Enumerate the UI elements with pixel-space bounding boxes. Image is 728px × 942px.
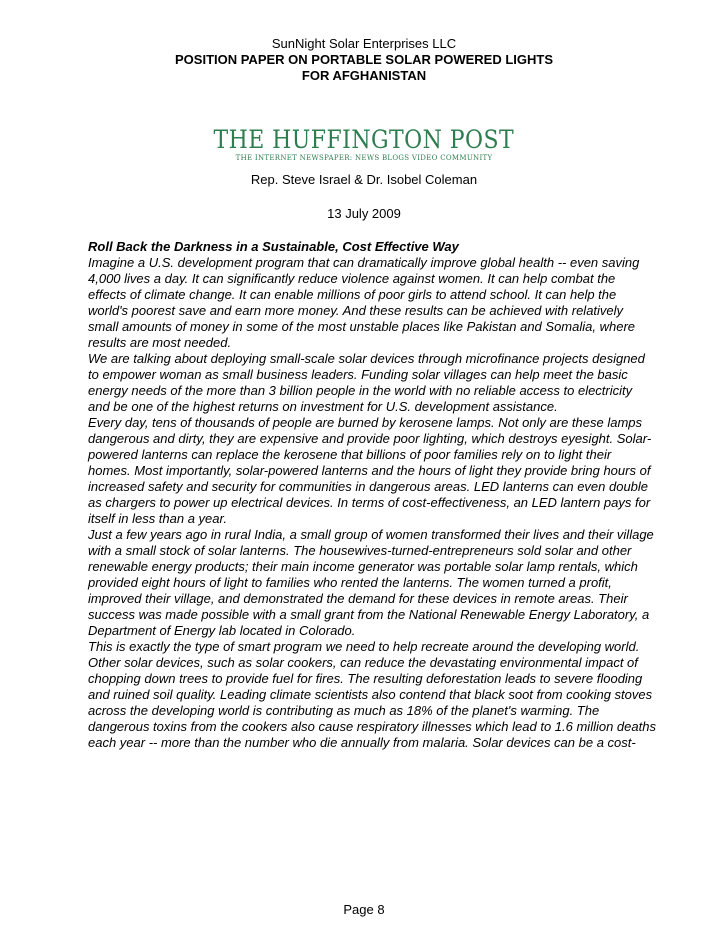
article-paragraph: Imagine a U.S. development program that can dramatically improve global health -- even saving 4,000 lives a day. It can significantly reduce violence against women. It can help combat the effects of climate change. It can enable millions of poor girls to attend school. It can help the world's poorest save and earn more money. And these results can be achieved with relatively small amounts of money in some of the most unstable places like Pakistan and Somalia, where results are most needed. <box>88 255 640 350</box>
logo-wordmark: THE HUFFINGTON POST <box>213 125 515 154</box>
article-heading: Roll Back the Darkness in a Sustainable, Cost Effective Way <box>88 239 459 254</box>
paper-title-line1: POSITION PAPER ON PORTABLE SOLAR POWERED LIGHTS <box>175 52 553 67</box>
logo-tagline: THE INTERNET NEWSPAPER: NEWS BLOGS VIDEO COMMUNITY <box>235 154 493 162</box>
article-paragraph: This is exactly the type of smart program we need to help recreate around the developing world. Other solar devices, such as solar cookers, can reduce the devastating environmental impact of chopping down trees to provide fuel for fires. The resulting deforestation leads to severe flooding and ruined soil quality. Leading climate scientists also contend that black soot from cooking stoves across the developing world is contributing as much as 18% of the planet's warming. The dangerous toxins from the cookers also cause respiratory illnesses which lead to 1.6 million deaths each year -- more than the number who die annually from malaria. Solar devices can be a cost- <box>88 639 656 750</box>
company-name: SunNight Solar Enterprises LLC <box>271 36 457 51</box>
paper-title-line2: FOR AFGHANISTAN <box>301 68 427 83</box>
document-header <box>0 36 728 84</box>
page-number: Page 8 <box>343 902 385 917</box>
article-paragraph: Just a few years ago in rural India, a small group of women transformed their lives and their village with a small stock of solar lanterns. The housewives-turned-entrepreneurs sold solar and other renewable energy products; their main income generator was portable solar lamp rentals, which provided eight hours of light to families who rented the lanterns. The women turned a profit, improved their village, and demonstrated the demand for these devices in remote areas. Their success was made possible with a small grant from the National Renewable Energy Laboratory, a Department of Energy lab located in Colorado. <box>88 527 654 638</box>
huffington-post-logo <box>0 124 728 162</box>
article-paragraph: Every day, tens of thousands of people are burned by kerosene lamps. Not only are these lamps dangerous and dirty, they are expensive and provide poor lighting, which destroys eyesight. Solar-powered lanterns can replace the kerosene that billions of poor families rely on to light their homes. Most importantly, solar-powered lanterns and the hours of light they provide bring hours of increased safety and security for communities in dangerous areas. LED lanterns can even double as chargers to power up electrical devices. In terms of cost-effectiveness, an LED lantern pays for itself in less than a year. <box>88 415 652 526</box>
authors: Rep. Steve Israel & Dr. Isobel Coleman <box>250 172 478 187</box>
article-paragraph: We are talking about deploying small-scale solar devices through microfinance projects designed to empower woman as small business leaders. Funding solar villages can help meet the basic energy needs of the more than 3 billion people in the world with no reliable access to electricity and be one of the highest returns on investment for U.S. development assistance. <box>88 351 645 414</box>
article-body <box>88 239 656 751</box>
publication-date: 13 July 2009 <box>327 206 401 221</box>
